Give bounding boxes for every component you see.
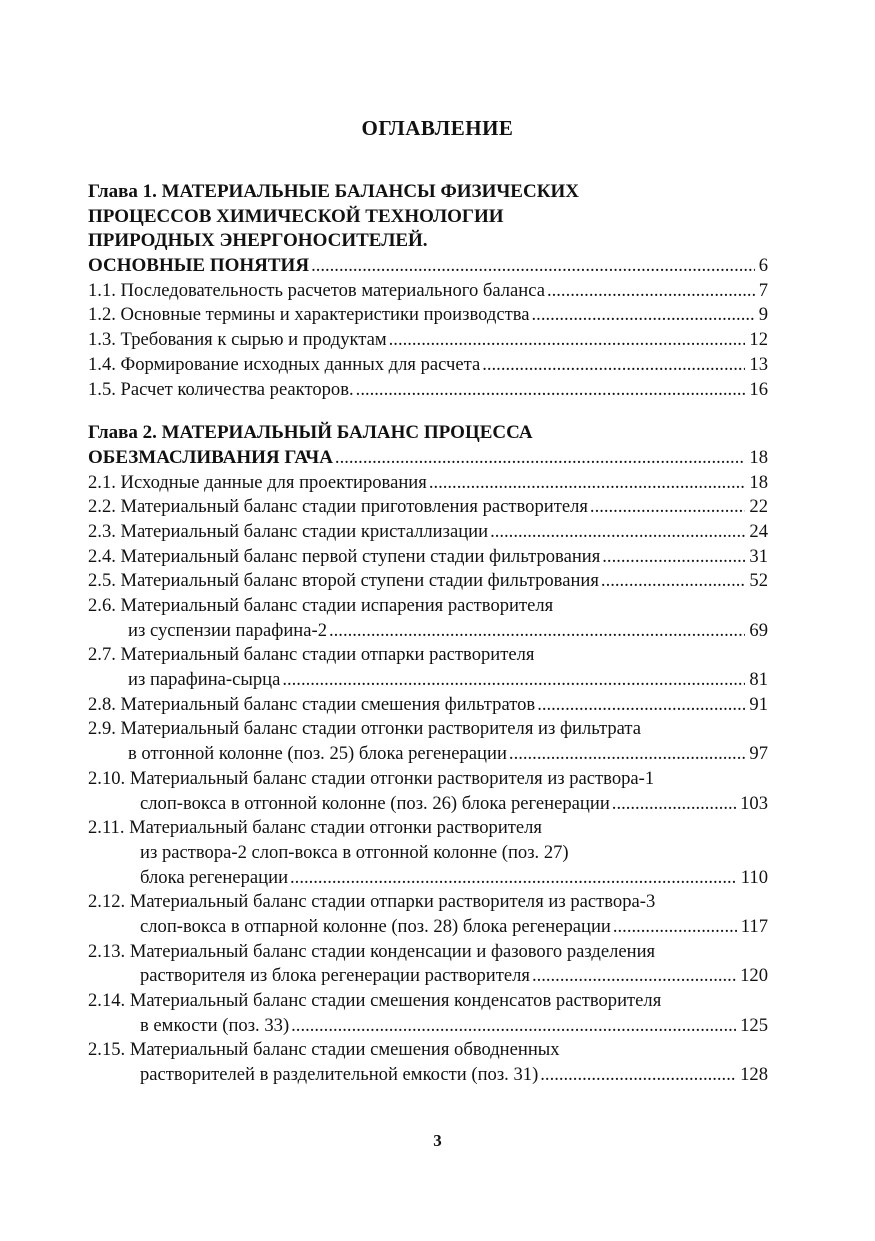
page-ref: 110 xyxy=(740,866,768,888)
dot-leader xyxy=(335,446,745,471)
dot-leader xyxy=(290,866,737,891)
toc-entry-line xyxy=(88,471,768,496)
toc-entry-line-text: из парафина-сырца xyxy=(128,669,281,691)
dot-leader xyxy=(509,742,745,767)
toc-entry-line-text: 2.3. Материальный баланс стадии кристаллизации xyxy=(88,520,489,542)
page-ref: 69 xyxy=(749,619,768,641)
chapter-heading-line: ПРИРОДНЫХ ЭНЕРГОНОСИТЕЛЕЙ. xyxy=(88,230,428,252)
toc-entry-line xyxy=(88,279,768,304)
toc-entry-line xyxy=(88,303,768,328)
dot-leader xyxy=(311,254,755,279)
toc-entry-line: 2.6. Материальный баланс стадии испарения растворителя xyxy=(88,595,554,616)
page-ref: 18 xyxy=(749,446,768,468)
toc-entry-line xyxy=(88,545,768,570)
toc-entry-line-text: слоп-вокса в отпарной колонне (поз. 28) блока регенерации xyxy=(140,915,611,937)
toc-entry-line xyxy=(88,328,768,353)
toc-entry-line-text: в отгонной колонне (поз. 25) блока регенерации xyxy=(128,743,507,765)
chapter-heading-line: Глава 1. МАТЕРИАЛЬНЫЕ БАЛАНСЫ ФИЗИЧЕСКИХ xyxy=(88,181,579,202)
toc-entry-line xyxy=(88,520,768,545)
dot-leader xyxy=(540,1063,736,1088)
page-ref: 128 xyxy=(740,1064,768,1086)
toc-entry-line-text: растворителей в разделительной емкости (поз. 31) xyxy=(140,1064,539,1086)
chapter-heading-line: Глава 2. МАТЕРИАЛЬНЫЙ БАЛАНС ПРОЦЕССА xyxy=(88,422,533,444)
page-ref: 91 xyxy=(749,693,768,715)
page-ref: 9 xyxy=(758,304,768,326)
toc-entry-line xyxy=(88,569,768,594)
dot-leader xyxy=(429,471,746,496)
toc-entry-line-text: 1.1. Последовательность расчетов материального баланса xyxy=(88,279,545,301)
dot-leader xyxy=(389,328,746,353)
dot-leader xyxy=(532,964,736,989)
toc-entry-line-text: 2.5. Материальный баланс второй ступени стадии фильтрования xyxy=(88,570,599,592)
page-ref: 103 xyxy=(740,792,768,814)
toc-entry-line-text: в емкости (поз. 33) xyxy=(140,1014,290,1036)
toc-entry-line-text: 2.4. Материальный баланс первой ступени стадии фильтрования xyxy=(88,545,601,567)
page-ref: 24 xyxy=(749,520,768,542)
page-ref: 81 xyxy=(749,669,768,691)
toc-entry-line: 2.11. Материальный баланс стадии отгонки растворителя xyxy=(88,817,542,839)
page-ref: 18 xyxy=(749,471,768,493)
toc-entry-line xyxy=(88,495,768,520)
toc-entry-line: 2.12. Материальный баланс стадии отпарки растворителя из раствора-3 xyxy=(88,891,656,913)
toc-entry-line-text: 1.2. Основные термины и характеристики производства xyxy=(88,304,530,326)
toc-entry-line-text: из суспензии парафина-2 xyxy=(128,619,327,641)
toc-entry-line: 2.14. Материальный баланс стадии смешения конденсатов растворителя xyxy=(88,990,662,1011)
dot-leader xyxy=(590,495,745,520)
toc-entry-line xyxy=(88,668,768,693)
toc-entry-line xyxy=(88,1014,768,1039)
toc-entry-line-text: 2.2. Материальный баланс стадии приготовления растворителя xyxy=(88,496,588,518)
toc-entry-line xyxy=(88,915,768,940)
chapter-heading-line: ПРОЦЕССОВ ХИМИЧЕСКОЙ ТЕХНОЛОГИИ xyxy=(88,205,504,227)
dot-leader xyxy=(547,279,755,304)
dot-leader xyxy=(601,569,745,594)
toc-entry-line: 2.7. Материальный баланс стадии отпарки растворителя xyxy=(88,644,535,666)
dot-leader xyxy=(291,1014,736,1039)
toc-entry-line: 2.15. Материальный баланс стадии смешения обводненных xyxy=(88,1039,560,1061)
dot-leader xyxy=(282,668,745,693)
toc-entry-line xyxy=(88,378,768,403)
toc-entry-line xyxy=(88,964,768,989)
page-ref: 6 xyxy=(758,255,768,277)
page-ref: 117 xyxy=(740,915,768,937)
page-ref: 120 xyxy=(740,965,768,987)
toc-entry-line xyxy=(88,792,768,817)
page-ref: 12 xyxy=(749,329,768,351)
dot-leader xyxy=(537,693,745,718)
page-ref: 31 xyxy=(749,545,768,567)
toc-entry-line-text: слоп-вокса в отгонной колонне (поз. 26) блока регенерации xyxy=(140,792,610,814)
page-ref: 22 xyxy=(749,496,768,518)
dot-leader xyxy=(602,545,745,570)
toc-entry-line xyxy=(88,619,768,644)
dot-leader xyxy=(356,378,746,403)
toc-entry-line-text: 1.3. Требования к сырью и продуктам xyxy=(88,329,387,351)
page-number: 3 xyxy=(433,1131,442,1150)
page-ref: 13 xyxy=(749,353,768,375)
toc-entry-line: 2.9. Материальный баланс стадии отгонки растворителя из фильтрата xyxy=(88,718,642,740)
table-of-contents xyxy=(88,180,768,1088)
dot-leader xyxy=(613,915,737,940)
toc-entry-line-text: 1.4. Формирование исходных данных для расчета xyxy=(88,353,481,375)
toc-entry-line-text: 2.8. Материальный баланс стадии смешения фильтратов xyxy=(88,693,536,715)
page-ref: 97 xyxy=(749,743,768,765)
dot-leader xyxy=(482,353,745,378)
chapter-heading-line xyxy=(88,446,768,471)
page-ref: 52 xyxy=(749,570,768,592)
dot-leader xyxy=(612,792,736,817)
page-ref: 125 xyxy=(740,1014,768,1036)
toc-entry-line xyxy=(88,866,768,891)
toc-entry-line-text: блока регенерации xyxy=(140,866,289,888)
chapter-heading-line xyxy=(88,254,768,279)
dot-leader xyxy=(329,619,745,644)
page-ref: 7 xyxy=(758,279,768,301)
chapter-spacer xyxy=(88,402,768,421)
page-title: ОГЛАВЛЕНИЕ xyxy=(361,116,514,140)
dot-leader xyxy=(490,520,745,545)
toc-entry-line-text: 1.5. Расчет количества реакторов. xyxy=(88,378,354,400)
chapter-heading-line-text: ОБЕЗМАСЛИВАНИЯ ГАЧА xyxy=(88,446,333,468)
toc-entry-line-text: 2.1. Исходные данные для проектирования xyxy=(88,471,427,493)
toc-entry-line: 2.10. Материальный баланс стадии отгонки растворителя из раствора-1 xyxy=(88,767,655,789)
toc-entry-line xyxy=(88,742,768,767)
toc-entry-line: 2.13. Материальный баланс стадии конденсации и фазового разделения xyxy=(88,940,656,962)
toc-entry-line: из раствора-2 слоп-вокса в отгонной колонне (поз. 27) xyxy=(140,841,569,863)
dot-leader xyxy=(532,303,755,328)
toc-entry-line-text: растворителя из блока регенерации растворителя xyxy=(140,965,530,987)
toc-entry-line xyxy=(88,353,768,378)
page-ref: 16 xyxy=(749,378,768,400)
toc-entry-line xyxy=(88,693,768,718)
toc-entry-line xyxy=(88,1063,768,1088)
chapter-heading-line-text: ОСНОВНЫЕ ПОНЯТИЯ xyxy=(88,255,310,277)
